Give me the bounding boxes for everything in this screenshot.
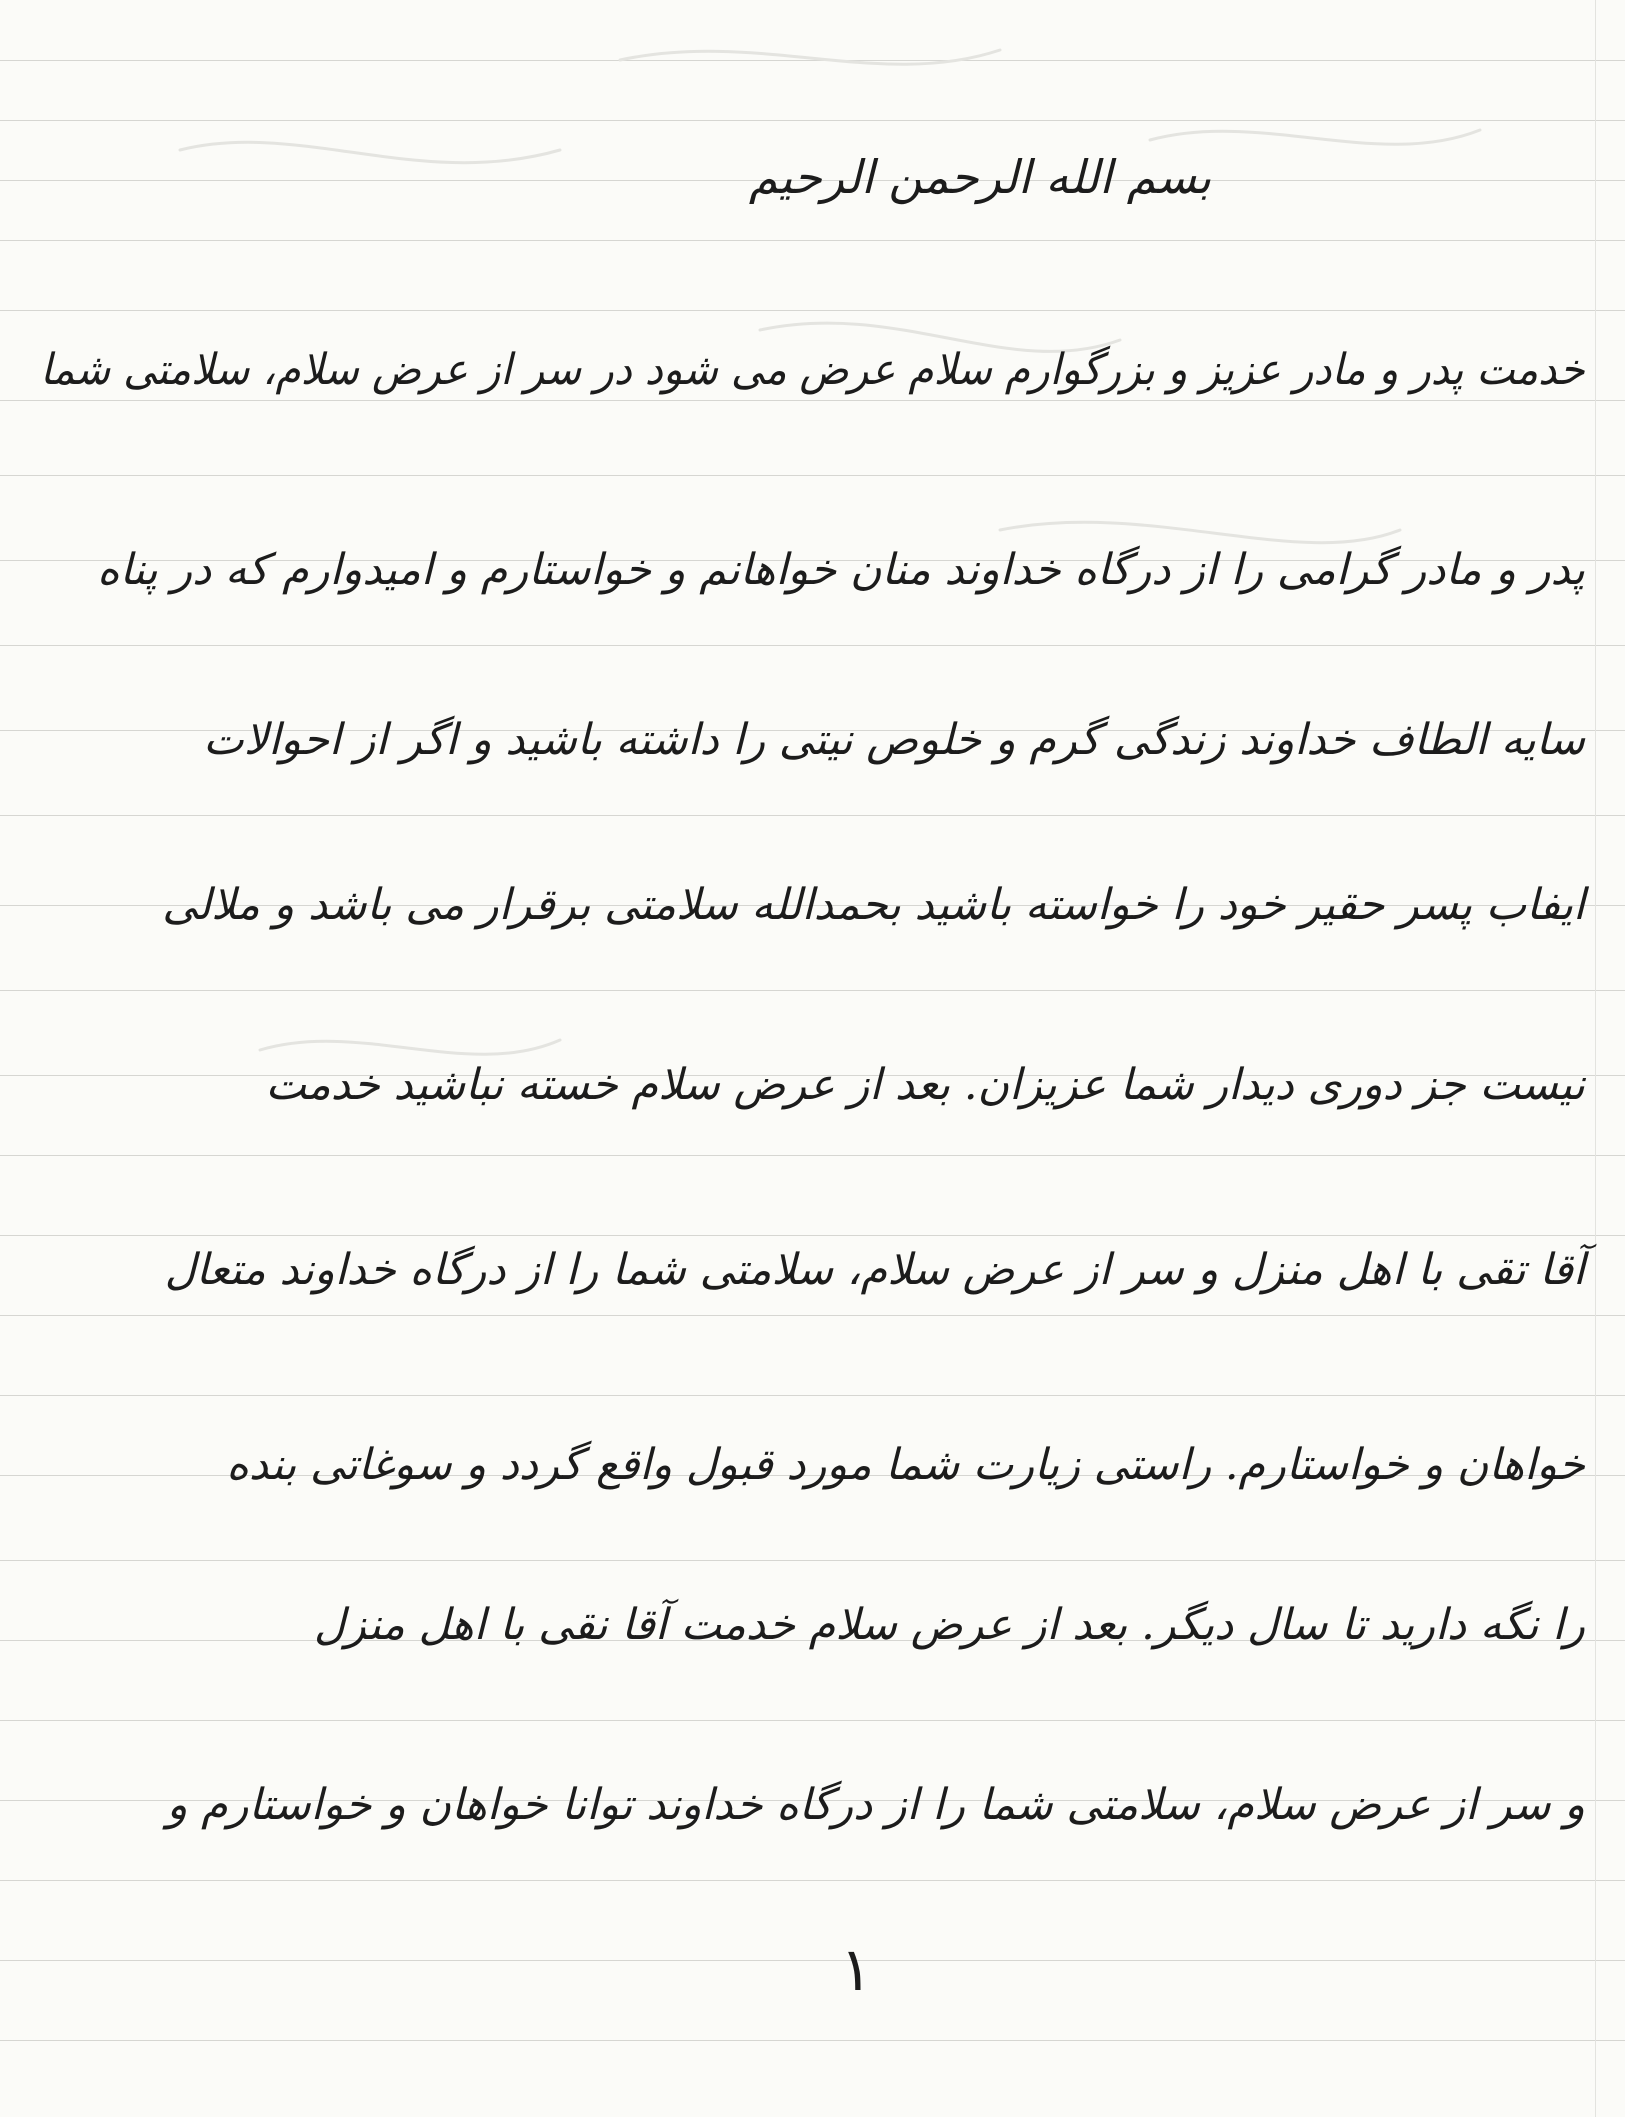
letter-line-1: خدمت پدر و مادر عزیز و بزرگوارم سلام عرض می شود در سر از عرض سلام، سلامتی شما — [40, 345, 1585, 395]
ruled-line — [0, 1395, 1625, 1396]
ruled-line — [0, 645, 1625, 646]
bleed-stroke — [620, 50, 1000, 64]
ruled-line — [0, 2040, 1625, 2041]
basmala-heading: بسم الله الرحمن الرحیم — [748, 150, 1212, 204]
ruled-line — [0, 990, 1625, 991]
ruled-line — [0, 1960, 1625, 1961]
letter-line-3: سایه الطاف خداوند زندگی گرم و خلوص نیتی را داشته باشید و اگر از احوالات — [203, 715, 1585, 765]
letter-line-8: را نگه دارید تا سال دیگر. بعد از عرض سلام خدمت آقا نقی با اهل منزل — [313, 1600, 1585, 1650]
ruled-line — [0, 310, 1625, 311]
page-number: ۱ — [840, 1935, 873, 2005]
letter-line-9: و سر از عرض سلام، سلامتی شما را از درگاه خداوند توانا خواهان و خواستارم و — [166, 1780, 1585, 1830]
bleed-stroke — [1000, 522, 1400, 542]
bleed-stroke — [260, 1040, 560, 1054]
bleed-stroke — [180, 142, 560, 162]
letter-line-2: پدر و مادر گرامی را از درگاه خداوند منان خواهانم و خواستارم و امیدوارم که در پناه — [97, 545, 1585, 595]
ruled-line — [0, 1155, 1625, 1156]
margin-line — [1595, 0, 1596, 2117]
bleed-stroke — [1150, 130, 1480, 144]
ruled-line — [0, 120, 1625, 121]
ruled-line — [0, 1315, 1625, 1316]
letter-line-4: ایفاب پسر حقیر خود را خواسته باشید بحمدالله سلامتی برقرار می باشد و ملالی — [162, 880, 1585, 930]
letter-line-7: خواهان و خواستارم. راستی زیارت شما مورد قبول واقع گردد و سوغاتی بنده — [226, 1440, 1585, 1490]
ruled-line — [0, 475, 1625, 476]
ruled-line — [0, 1235, 1625, 1236]
letter-line-6: آقا تقی با اهل منزل و سر از عرض سلام، سلامتی شما را از درگاه خداوند متعال — [164, 1245, 1585, 1295]
ruled-line — [0, 60, 1625, 61]
ruled-line — [0, 1880, 1625, 1881]
ruled-line — [0, 400, 1625, 401]
ruled-line — [0, 815, 1625, 816]
ruled-line — [0, 1560, 1625, 1561]
ruled-line — [0, 240, 1625, 241]
ruled-line — [0, 1720, 1625, 1721]
letter-line-5: نیست جز دوری دیدار شما عزیزان. بعد از عرض سلام خسته نباشید خدمت — [265, 1060, 1585, 1110]
